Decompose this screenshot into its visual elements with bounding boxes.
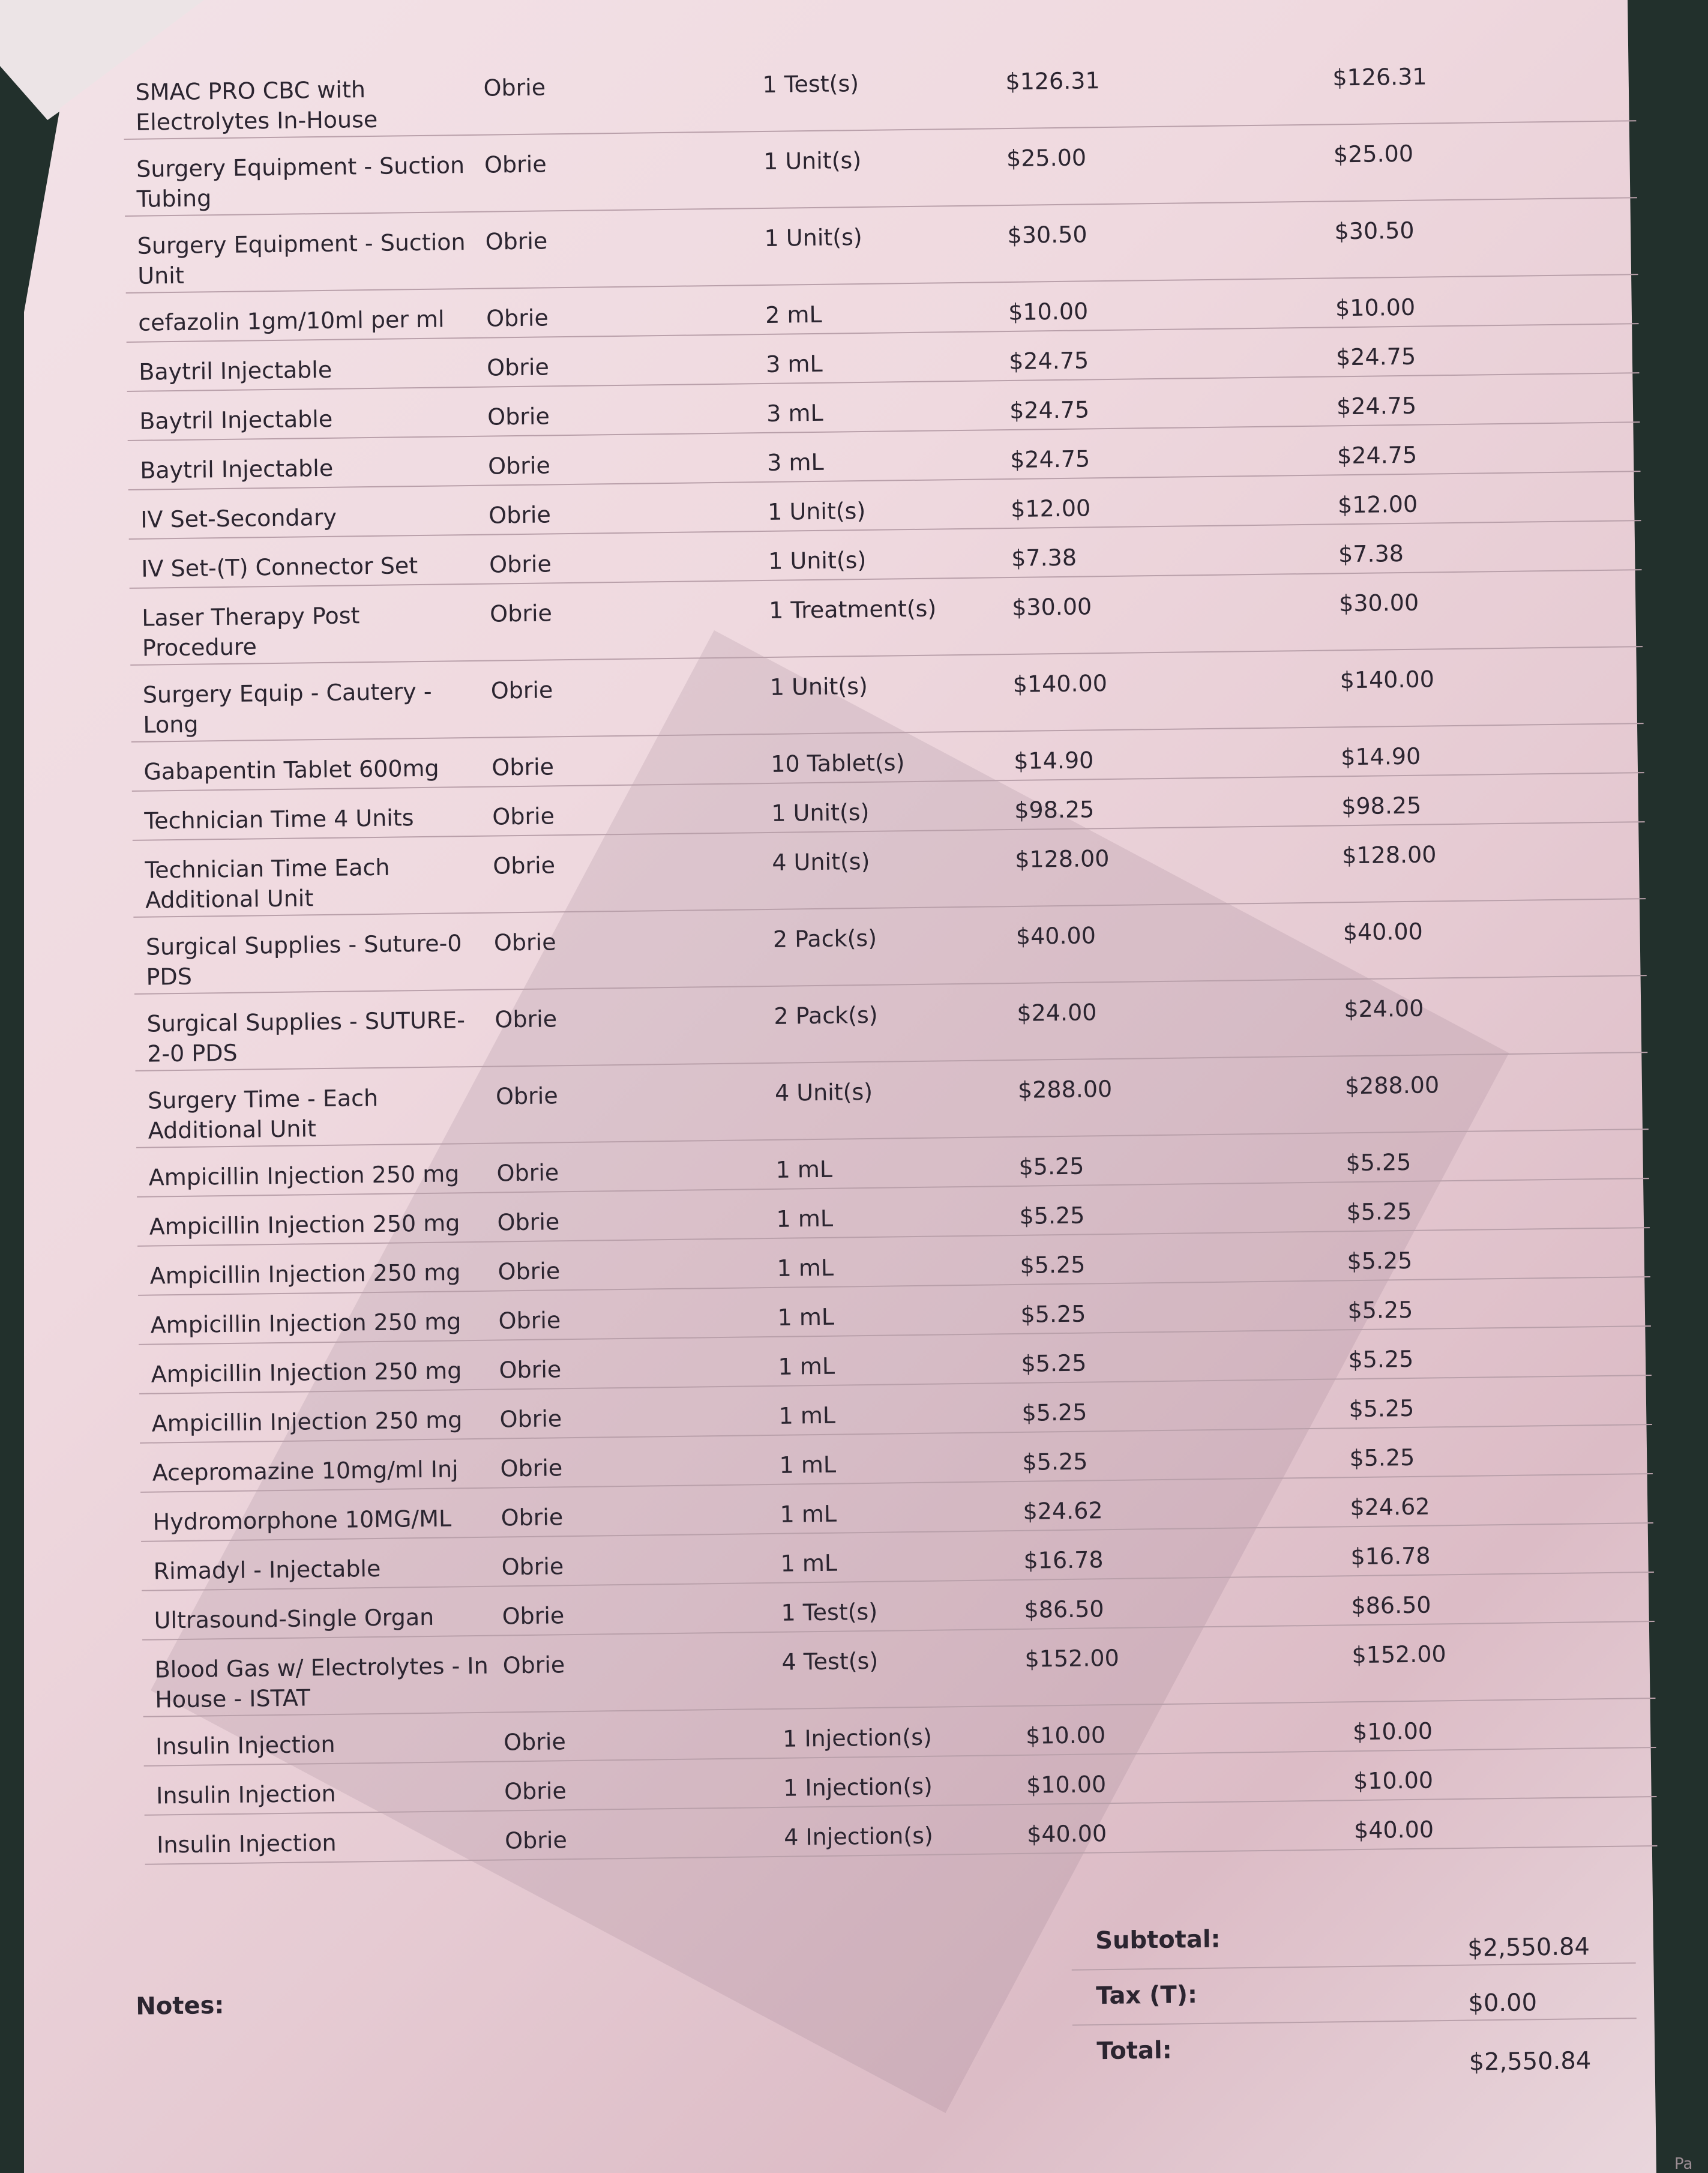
item-description: Laser Therapy Post Procedure [142,602,360,662]
item-staff: Obrie [495,1005,558,1033]
subtotal-label: Subtotal: [1095,1925,1221,1955]
item-description: Ultrasound-Single Organ [154,1603,435,1634]
item-staff: Obrie [502,1651,565,1679]
item-price: $288.00 [1017,1075,1113,1103]
item-description: Surgery Equipment - Suction Tubing [136,152,465,212]
item-total: $128.00 [1342,841,1437,869]
item-total: $126.31 [1332,63,1427,91]
item-total: $24.75 [1336,392,1417,420]
item-quantity: 1 mL [780,1500,837,1528]
item-total: $5.25 [1347,1296,1413,1324]
item-quantity: 4 Injection(s) [783,1822,934,1851]
item-price: $30.00 [1011,593,1092,621]
item-price: $24.62 [1023,1497,1103,1525]
item-staff: Obrie [492,803,555,830]
item-staff: Obrie [492,753,555,781]
item-price: $10.00 [1026,1771,1107,1798]
item-price: $98.25 [1014,796,1095,824]
item-description: Ampicillin Injection 250 mg [150,1308,462,1339]
item-quantity: 2 Pack(s) [772,924,877,953]
item-total: $25.00 [1333,140,1414,168]
item-price: $5.25 [1020,1300,1086,1328]
item-quantity: 3 mL [766,399,823,427]
item-description: Ampicillin Injection 250 mg [151,1357,462,1388]
item-quantity: 1 Unit(s) [768,546,867,574]
item-total: $24.62 [1350,1493,1430,1521]
item-total: $5.25 [1346,1148,1412,1177]
item-price: $25.00 [1006,144,1087,172]
item-total: $40.00 [1353,1816,1434,1844]
item-description: Ampicillin Injection 250 mg [149,1210,460,1240]
item-quantity: 10 Tablet(s) [771,749,905,777]
item-description: Baytril Injectable [139,405,333,435]
item-staff: Obrie [499,1405,562,1433]
item-price: $128.00 [1015,845,1110,873]
item-price: $126.31 [1005,67,1100,95]
item-staff: Obrie [499,1356,562,1384]
item-description: Surgery Equip - Cautery - Long [142,678,432,738]
item-staff: Obrie [489,550,552,578]
item-quantity: 1 Test(s) [781,1598,878,1626]
item-total: $86.50 [1351,1591,1431,1620]
item-price: $12.00 [1010,495,1091,522]
item-description: Baytril Injectable [139,356,332,385]
item-price: $140.00 [1012,670,1108,698]
item-price: $5.25 [1020,1251,1086,1279]
line-items-table [123,44,1657,1865]
item-quantity: 1 mL [780,1549,838,1577]
item-quantity: 1 mL [779,1451,837,1478]
item-quantity: 3 mL [765,350,823,378]
item-staff: Obrie [486,304,549,332]
item-total: $10.00 [1353,1767,1434,1795]
item-staff: Obrie [498,1307,561,1334]
item-total: $24.75 [1337,441,1418,469]
item-description: Technician Time 4 Units [144,804,414,834]
item-total: $24.00 [1344,995,1424,1023]
item-total: $5.25 [1347,1247,1413,1275]
item-quantity: 2 mL [765,301,822,328]
item-quantity: 4 Unit(s) [772,848,870,876]
item-description: Gabapentin Tablet 600mg [143,755,439,785]
item-price: $40.00 [1015,922,1096,950]
item-total: $98.25 [1341,792,1422,820]
item-price: $5.25 [1019,1202,1085,1229]
item-staff: Obrie [501,1504,564,1531]
total-label: Total: [1096,2036,1172,2066]
item-total: $5.25 [1349,1444,1415,1472]
tax-label: Tax (T): [1096,1981,1198,2010]
item-description: cefazolin 1gm/10ml per ml [138,306,445,336]
item-staff: Obrie [486,354,550,381]
item-price: $16.78 [1023,1546,1104,1574]
page-edge-text: Pa [1674,2155,1693,2173]
item-price: $24.75 [1008,347,1089,375]
item-quantity: 4 Unit(s) [774,1078,873,1106]
item-price: $14.90 [1014,747,1094,774]
item-price: $24.00 [1017,999,1097,1026]
item-price: $86.50 [1024,1596,1104,1623]
item-quantity: 1 Unit(s) [764,223,862,252]
item-total: $5.25 [1349,1394,1415,1423]
item-staff: Obrie [496,1159,559,1187]
item-description: Acepromazine 10mg/ml Inj [152,1456,459,1486]
item-total: $140.00 [1340,666,1435,694]
item-quantity: 1 Unit(s) [763,146,862,175]
item-total: $152.00 [1352,1641,1446,1669]
item-staff: Obrie [487,452,551,480]
item-total: $288.00 [1344,1071,1440,1100]
item-description: Insulin Injection [155,1731,335,1760]
item-description: SMAC PRO CBC with Electrolytes In-House [135,76,378,136]
item-staff: Obrie [504,1777,567,1805]
item-price: $40.00 [1026,1820,1107,1848]
item-quantity: 4 Test(s) [781,1647,879,1675]
item-total: $12.00 [1337,490,1418,519]
item-staff: Obrie [501,1553,564,1581]
item-staff: Obrie [490,677,553,704]
item-staff: Obrie [483,74,546,101]
item-total: $40.00 [1343,918,1424,946]
item-total: $30.50 [1334,217,1415,245]
item-total: $10.00 [1352,1717,1433,1746]
item-total: $24.75 [1335,343,1416,371]
item-total: $14.90 [1341,743,1421,771]
item-price: $30.50 [1007,221,1087,249]
item-description: Technician Time Each Additional Unit [145,854,390,914]
item-total: $30.00 [1338,589,1419,617]
item-price: $10.00 [1008,298,1089,326]
item-quantity: 1 mL [778,1402,836,1429]
item-description: IV Set-(T) Connector Set [141,552,418,582]
item-description: Surgical Supplies - SUTURE-2-0 PDS [146,1007,466,1067]
item-price: $10.00 [1025,1722,1106,1749]
item-description: Rimadyl - Injectable [153,1555,381,1585]
item-staff: Obrie [488,501,552,529]
item-description: Ampicillin Injection 250 mg [151,1406,463,1437]
item-price: $5.25 [1018,1153,1084,1180]
item-staff: Obrie [487,403,550,430]
item-description: Ampicillin Injection 250 mg [149,1259,461,1289]
item-staff: Obrie [497,1208,560,1236]
item-quantity: 1 mL [777,1303,835,1331]
item-staff: Obrie [502,1602,565,1630]
item-total: $16.78 [1350,1542,1431,1570]
item-staff: Obrie [503,1728,567,1756]
item-price: $24.75 [1009,445,1090,473]
total-value: $2,550.84 [1469,2047,1592,2076]
item-staff: Obrie [489,600,553,627]
item-price: $7.38 [1011,544,1077,571]
notes-label: Notes: [136,1991,224,2021]
item-quantity: 1 mL [775,1156,833,1183]
item-quantity: 3 mL [766,448,824,476]
item-description: Insulin Injection [157,1829,337,1858]
item-price: $5.25 [1022,1448,1088,1475]
item-staff: Obrie [495,1082,558,1110]
item-quantity: 1 Unit(s) [769,672,868,701]
tax-value: $0.00 [1468,1989,1538,2018]
item-quantity: 1 Injection(s) [782,1723,933,1752]
item-staff: Obrie [500,1454,563,1482]
item-staff: Obrie [498,1258,561,1285]
item-quantity: 1 mL [776,1205,834,1232]
item-price: $24.75 [1009,396,1090,424]
item-description: Surgery Equipment - Suction Unit [137,229,466,289]
item-quantity: 1 Unit(s) [767,497,866,525]
item-description: Surgery Time - Each Additional Unit [147,1084,379,1144]
item-total: $5.25 [1348,1345,1414,1373]
item-quantity: 1 Injection(s) [783,1773,933,1801]
item-total: $10.00 [1335,294,1416,322]
item-staff: Obrie [485,228,548,255]
item-quantity: 1 Test(s) [762,70,859,98]
item-total: $7.38 [1338,540,1404,568]
item-quantity: 1 mL [778,1352,835,1380]
item-description: Baytril Injectable [140,454,334,484]
item-staff: Obrie [493,852,556,879]
subtotal-value: $2,550.84 [1467,1933,1590,1962]
item-price: $5.25 [1021,1349,1087,1377]
item-description: Surgical Supplies - Suture-0 PDS [145,930,462,990]
item-price: $5.25 [1021,1399,1087,1426]
item-staff: Obrie [484,151,547,178]
item-description: IV Set-Secondary [140,504,337,533]
item-staff: Obrie [504,1827,568,1854]
item-quantity: 1 Unit(s) [771,798,870,827]
item-description: Blood Gas w/ Electrolytes - In House - ISTAT [154,1652,489,1713]
item-quantity: 1 mL [777,1254,834,1282]
item-price: $152.00 [1024,1644,1119,1672]
item-quantity: 2 Pack(s) [774,1001,878,1029]
item-description: Hydromorphone 10MG/ML [152,1505,452,1536]
item-quantity: 1 Treatment(s) [768,595,937,624]
item-total: $5.25 [1346,1198,1412,1226]
item-description: Insulin Injection [156,1780,336,1809]
item-description: Ampicillin Injection 250 mg [148,1160,460,1191]
item-staff: Obrie [493,929,556,956]
